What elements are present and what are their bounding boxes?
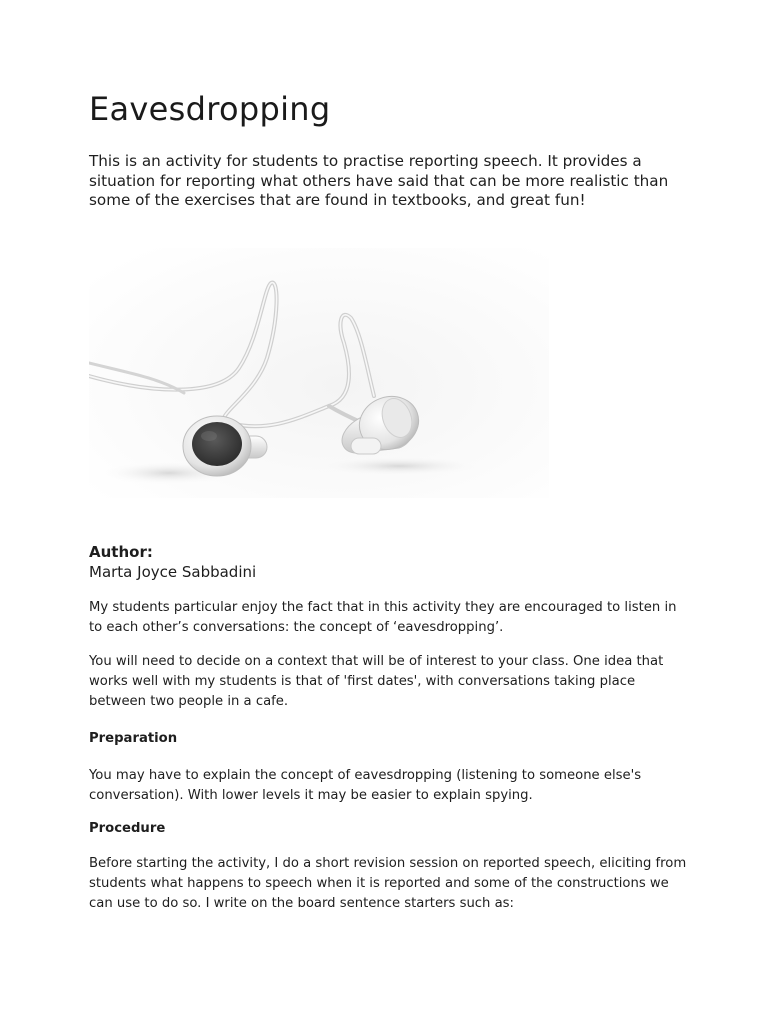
page-title: Eavesdropping — [89, 90, 331, 128]
author-name: Marta Joyce Sabbadini — [89, 563, 257, 581]
paragraph-context: You will need to decide on a context that will be of interest to your class. One idea that works well with my students is that of 'first dates', with conversations taking place between two people in a cafe. — [89, 654, 664, 709]
procedure-heading: Procedure — [89, 821, 166, 836]
paragraph-eavesdropping-concept: My students particular enjoy the fact that in this activity they are encouraged to listen in to each other’s conversations: the concept of ‘eavesdropping’. — [89, 600, 677, 635]
preparation-text: You may have to explain the concept of eavesdropping (listening to someone else's conversation). With lower levels it may be easier to explain spying. — [89, 768, 642, 803]
preparation-heading: Preparation — [89, 731, 178, 746]
author-heading: Author: — [89, 543, 153, 561]
intro-paragraph: This is an activity for students to practise reporting speech. It provides a situation for reporting what others have said that can be more realistic than some of the exercises that are found in textbooks, and great fun! — [89, 152, 669, 209]
procedure-text: Before starting the activity, I do a short revision session on reported speech, eliciting from students what happens to speech when it is reported and some of the constructions we can use to do so. I write on the board sentence starters such as: — [89, 856, 687, 911]
earphones-image — [89, 248, 549, 498]
